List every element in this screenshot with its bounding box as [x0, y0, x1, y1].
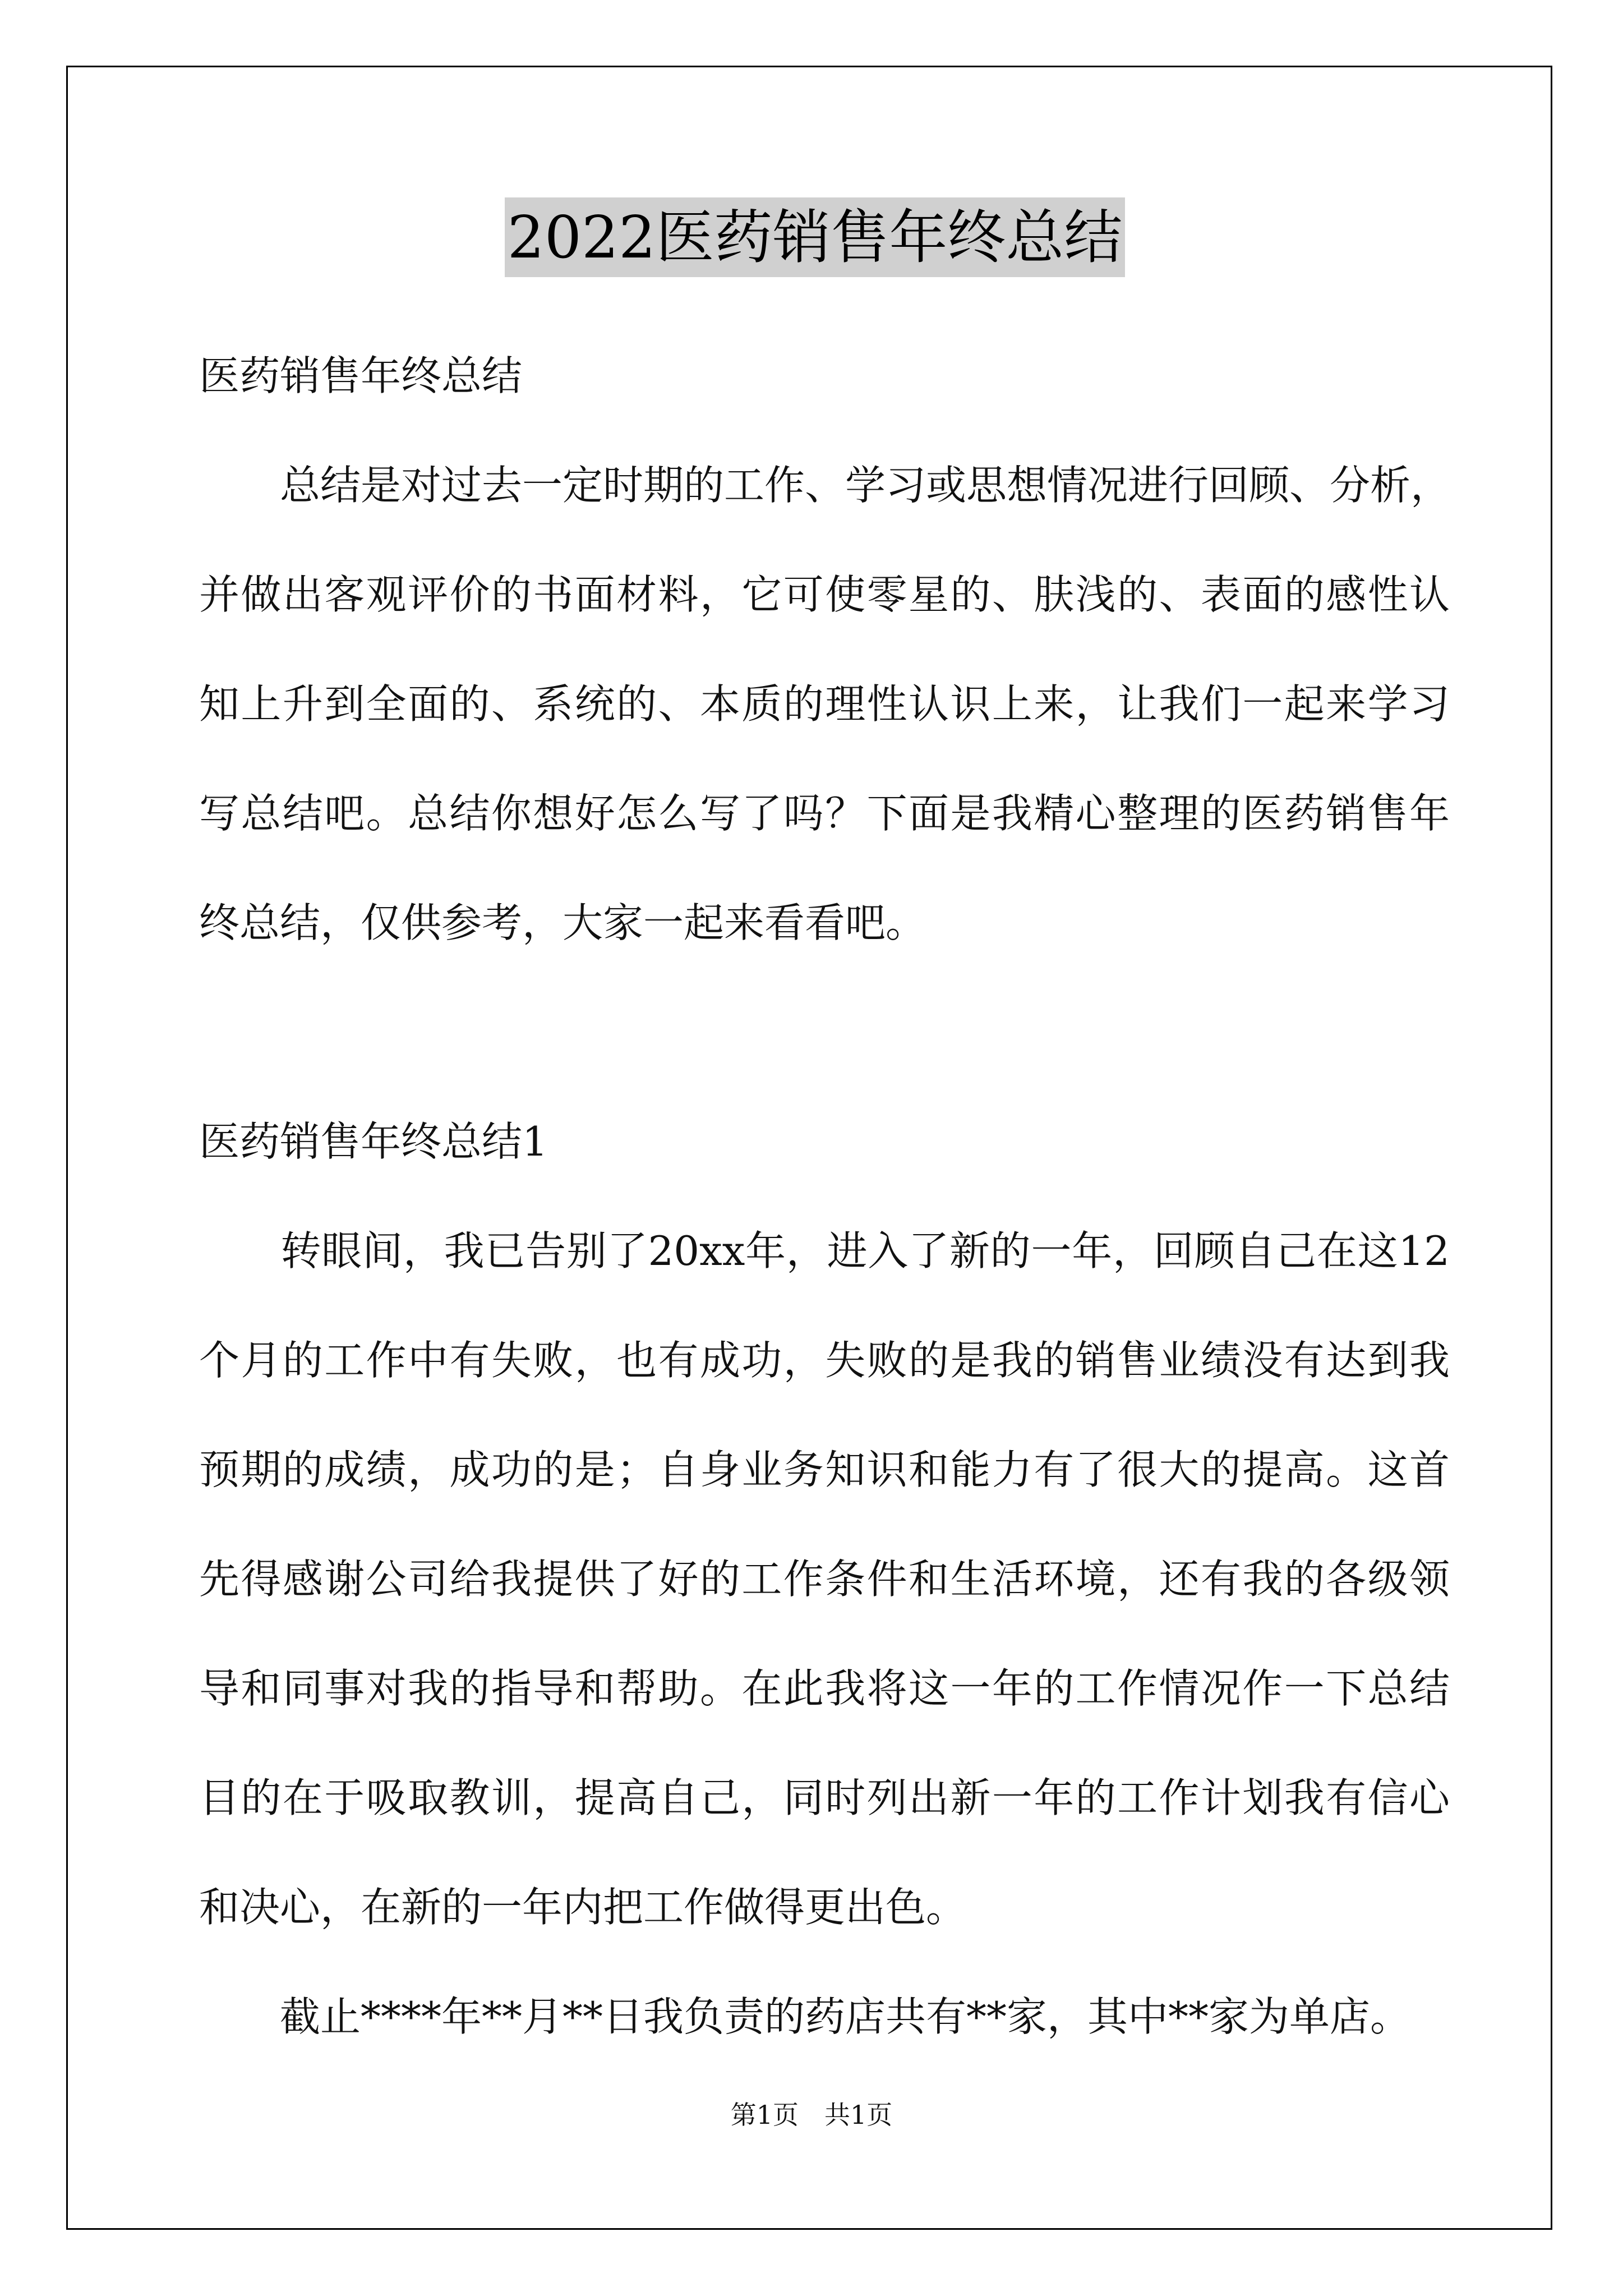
- page-number-footer: 第1页 共1页: [730, 2100, 893, 2130]
- intro-line: 终总结，仅供参考，大家一起来看看吧。: [199, 899, 926, 946]
- intro-line: 总结是对过去一定时期的工作、学习或思想情况进行回顾、分析，: [199, 462, 1451, 509]
- document-title: 2022医药销售年终总结: [505, 197, 1125, 277]
- intro-line: 知上升到全面的、系统的、本质的理性认识上来，让我们一起来学习: [199, 680, 1450, 728]
- body-line: 导和同事对我的指导和帮助。在此我将这一年的工作情况作一下总结: [199, 1665, 1450, 1712]
- document-subtitle: 医药销售年终总结: [199, 352, 523, 399]
- intro-line: 并做出客观评价的书面材料，它可使零星的、肤浅的、表面的感性认: [199, 571, 1450, 618]
- body-line: 个月的工作中有失败，也有成功，失败的是我的销售业绩没有达到我: [199, 1337, 1450, 1384]
- body-line: 转眼间，我已告别了20xx年，进入了新的一年，回顾自己在这12: [199, 1227, 1450, 1274]
- section-heading: 医药销售年终总结1: [199, 1118, 548, 1165]
- body-line: 和决心，在新的一年内把工作做得更出色。: [199, 1884, 967, 1931]
- intro-line: 写总结吧。总结你想好怎么写了吗？下面是我精心整理的医药销售年: [199, 790, 1450, 837]
- body-line: 预期的成绩，成功的是；自身业务知识和能力有了很大的提高。这首: [199, 1446, 1450, 1493]
- last-paragraph: 截止****年**月**日我负责的药店共有**家，其中**家为单店。: [199, 1993, 1411, 2040]
- body-line: 目的在于吸取教训，提高自己，同时列出新一年的工作计划我有信心: [199, 1774, 1450, 1821]
- body-line: 先得感谢公司给我提供了好的工作条件和生活环境，还有我的各级领: [199, 1556, 1450, 1603]
